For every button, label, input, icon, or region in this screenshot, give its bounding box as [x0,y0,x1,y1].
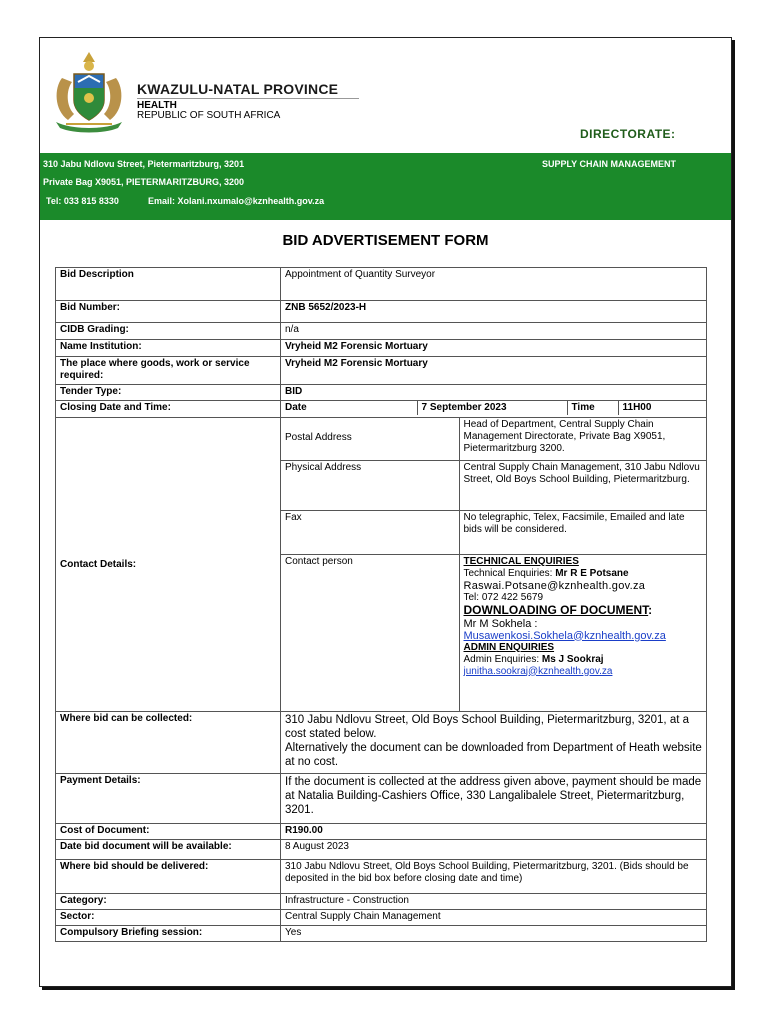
row-cost [56,824,707,840]
collect-text: 310 Jabu Ndlovu Street, Old Boys School Building, Pietermaritzburg, 3201, at a cost stated below. [285,714,690,740]
directorate-label: DIRECTORATE: [580,127,676,141]
technical-tel: Tel: 072 422 5679 [463,591,544,603]
closing-cell [281,401,707,418]
street-address: 310 Jabu Ndlovu Street, Pietermaritzburg, 3201 [43,159,245,169]
header-rule [137,98,359,99]
value-bid-description: Appointment of Quantity Surveyor [281,268,707,301]
value-tender-type: BID [281,385,707,401]
time-label: Time [567,401,618,415]
label-sector: Sector: [56,910,281,926]
label-institution: Name Institution: [56,340,281,357]
value-bid-number: ZNB 5652/2023-H [281,301,707,323]
row-available [56,840,707,860]
admin-prefix: Admin Enquiries: [463,653,542,665]
physical-label: Physical Address [281,460,459,510]
label-category: Category: [56,894,281,910]
bid-form-table [55,267,707,942]
label-tender-type: Tender Type: [56,385,281,401]
telephone: Tel: 033 815 8330 [46,196,119,206]
date-label: Date [281,401,417,415]
download-heading[interactable]: DOWNLOADING OF DOCUMENT [463,602,649,617]
label-cost: Cost of Document: [56,824,281,840]
label-bid-number: Bid Number: [56,301,281,323]
row-place [56,357,707,385]
admin-email-link[interactable]: junitha.sookraj@kznhealth.gov.za [463,665,613,677]
row-payment [56,774,707,824]
value-deliver: 310 Jabu Ndlovu Street, Old Boys School Building, Pietermaritzburg, 3201. (Bids should be deposited in the bid box before closing date and time) [281,860,707,894]
row-tender-type [56,385,707,401]
postal-label: Postal Address [281,418,459,460]
value-institution: Vryheid M2 Forensic Mortuary [281,340,707,357]
directorate-name: SUPPLY CHAIN MANAGEMENT [542,159,677,169]
row-institution [56,340,707,357]
label-contact-details: Contact Details: [56,418,281,712]
province-name: KWAZULU-NATAL PROVINCE [137,81,339,97]
closing-date: 7 September 2023 [417,401,567,415]
label-available: Date bid document will be available: [56,840,281,860]
value-place: Vryheid M2 Forensic Mortuary [281,357,707,385]
value-payment: If the document is collected at the address given above, payment should be made at Natalia Building-Cashiers Office, 330 Langalibalele Street, Pietermaritzburg, 3201. [281,774,707,824]
value-category: Infrastructure - Construction [281,894,707,910]
row-bid-description [56,268,707,301]
value-collect [281,712,707,774]
label-collect: Where bid can be collected: [56,712,281,774]
postal-value: Head of Department, Central Supply Chain Management Directorate, Private Bag X9051, Pietermaritzburg 3200. [459,418,706,460]
admin-line [464,654,703,666]
row-cidb [56,323,707,340]
row-contact-details [56,418,707,712]
download-name: Mr M Sokhela : [463,617,538,630]
row-deliver [56,860,707,894]
form-title: BID ADVERTISEMENT FORM [282,232,489,249]
value-cost: R190.00 [281,824,707,840]
postal-address: Private Bag X9051, PIETERMARITZBURG, 3200 [43,177,245,187]
label-bid-description: Bid Description [56,268,281,301]
technical-line [464,568,703,580]
department-name: HEALTH [137,100,177,111]
value-cidb: n/a [281,323,707,340]
row-category [56,894,707,910]
technical-email: Raswai.Potsane@kznhealth.gov.za [463,579,646,592]
row-closing [56,401,707,418]
coat-of-arms-logo [48,48,130,134]
contact-table [281,418,706,711]
technical-prefix: Technical Enquiries: [463,567,556,579]
contact-person-value [459,554,706,711]
label-briefing: Compulsory Briefing session: [56,926,281,942]
row-collect [56,712,707,774]
fax-label: Fax [281,510,459,554]
technical-heading: TECHNICAL ENQUIRIES [463,555,579,567]
value-sector: Central Supply Chain Management [281,910,707,926]
email-address: Email: Xolani.nxumalo@kznhealth.gov.za [148,196,325,206]
value-available: 8 August 2023 [281,840,707,860]
contact-person-label: Contact person [281,554,459,711]
country-name: REPUBLIC OF SOUTH AFRICA [137,110,281,121]
label-cidb: CIDB Grading: [56,323,281,340]
row-sector [56,910,707,926]
collect-alt-text: Alternatively the document can be downloaded from Department of Heath website at no cost. [285,742,702,768]
admin-heading: ADMIN ENQUIRIES [463,641,555,653]
technical-name: Mr R E Potsane [555,567,629,579]
contact-band [40,153,731,220]
admin-name: Ms J Sookraj [541,653,604,665]
download-heading-line [464,604,703,618]
download-email-link[interactable]: Musawenkosi.Sokhela@kznhealth.gov.za [463,629,666,642]
physical-value: Central Supply Chain Management, 310 Jabu Ndlovu Street, Old Boys School Building, Pietermaritzburg. [459,460,706,510]
download-colon: : [648,602,653,617]
label-payment: Payment Details: [56,774,281,824]
value-briefing: Yes [281,926,707,942]
row-bid-number [56,301,707,323]
label-closing: Closing Date and Time: [56,401,281,418]
closing-time: 11H00 [618,401,706,415]
contact-cell [281,418,707,712]
fax-value: No telegraphic, Telex, Facsimile, Emailed and late bids will be considered. [459,510,706,554]
label-deliver: Where bid should be delivered: [56,860,281,894]
label-place: The place where goods, work or service required: [56,357,281,385]
row-briefing [56,926,707,942]
closing-table [281,401,706,415]
document-page [39,37,732,987]
